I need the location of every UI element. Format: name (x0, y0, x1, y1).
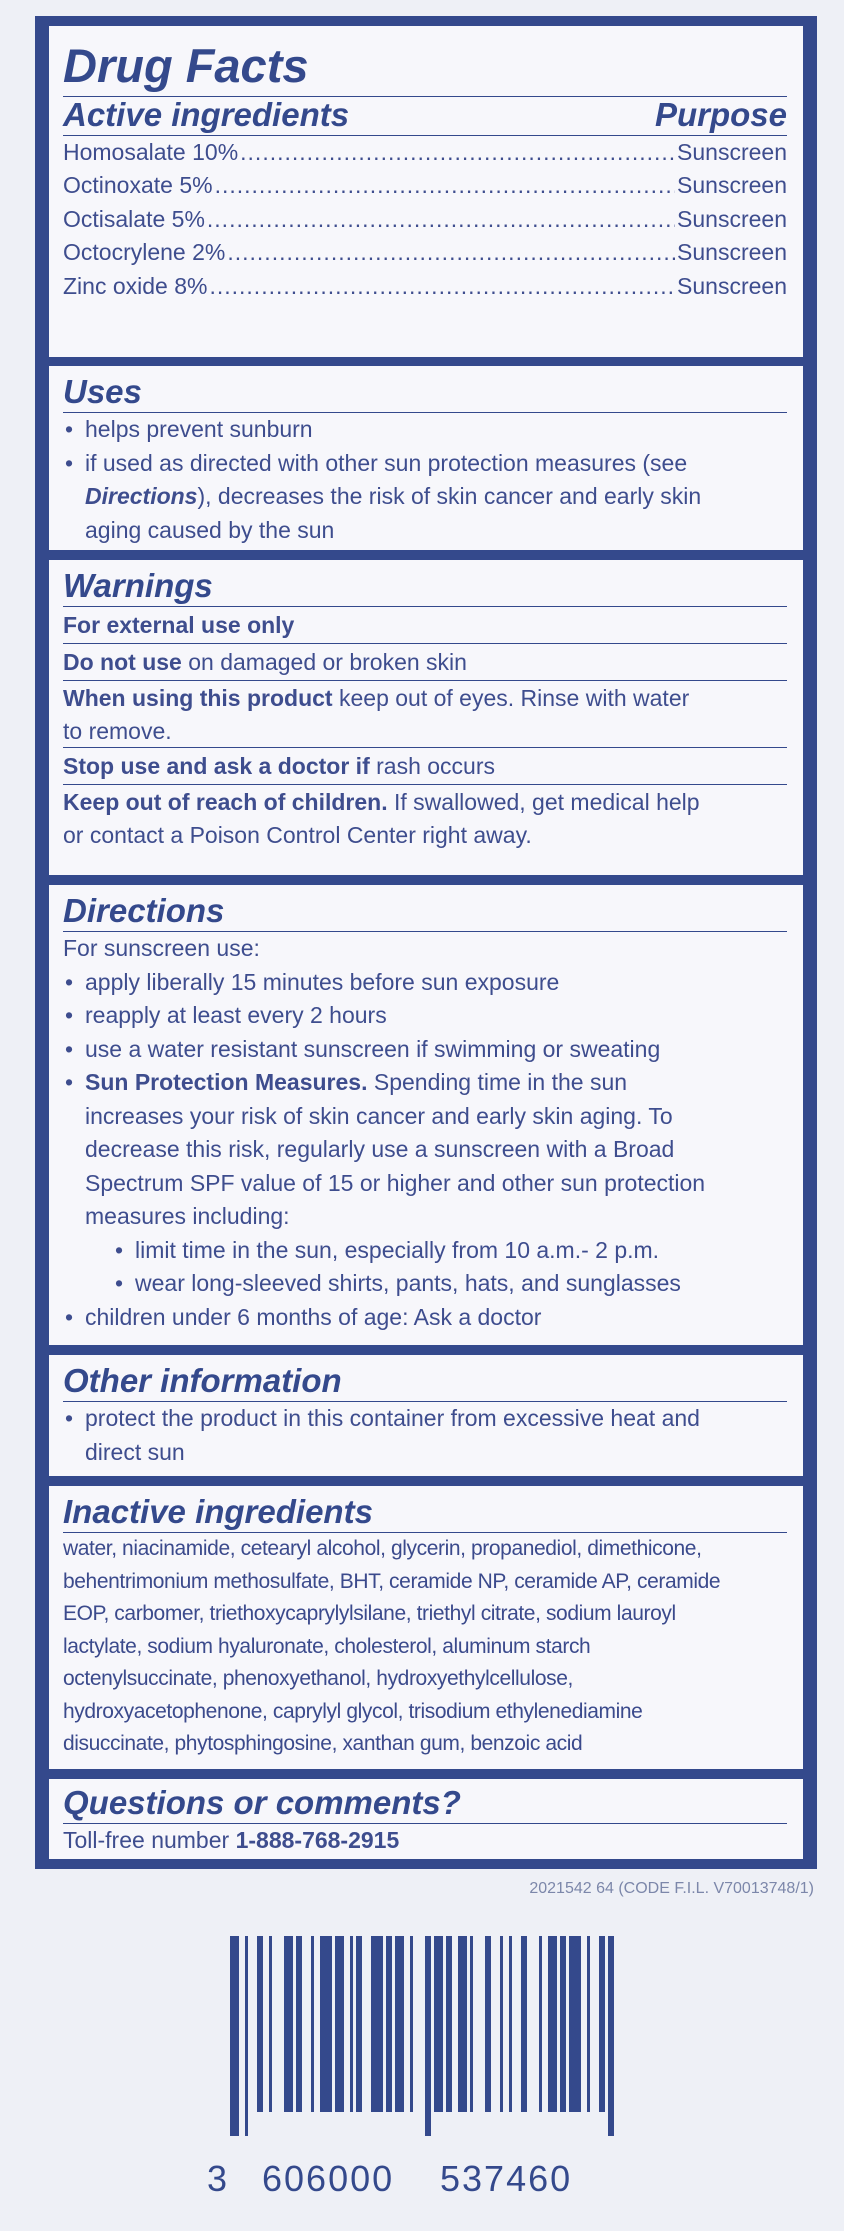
barcode-digits-right: 537460 (440, 2158, 573, 2199)
barcode-bar (470, 1936, 473, 2112)
ingredient-row: Homosalate 10% ..... Sunscreen (63, 136, 787, 170)
barcode-bar (425, 1936, 431, 2136)
directions-item-cont: increases your risk of skin cancer and early skin aging. To (85, 1102, 673, 1129)
warning-keep-out: Keep out of reach of children. If swallowed, get medical help (63, 789, 700, 816)
directions-heading: Directions (63, 892, 225, 929)
ingredient-row: Zinc oxide 8% ..... Sunscreen (63, 270, 787, 304)
directions-item: • use a water resistant sunscreen if swimming or sweating (63, 1033, 787, 1067)
active-ingredients-heading: Active ingredients (63, 95, 350, 133)
other-information-section (49, 1355, 803, 1476)
ingredient-row: Octisalate 5% ..... Sunscreen (63, 203, 787, 237)
barcode-digit-first: 3 (207, 2158, 228, 2199)
other-information-item: • protect the product in this container from excessive heat and (63, 1402, 787, 1436)
other-information-cont: direct sun (85, 1438, 185, 1465)
barcode-digits-left: 606000 (262, 2158, 395, 2199)
barcode-bar (356, 1936, 362, 2112)
warnings-heading: Warnings (63, 567, 213, 604)
barcode-bar (350, 1936, 353, 2112)
directions-item-cont: Spectrum SPF value of 15 or higher and other sun protection (85, 1169, 706, 1196)
directions-item: • children under 6 months of age: Ask a doctor (63, 1301, 787, 1335)
barcode-bar (446, 1936, 452, 2112)
warning-external: For external use only (63, 612, 295, 639)
barcode-bar (485, 1936, 491, 2112)
barcode-bar (434, 1936, 443, 2112)
barcode-bar (311, 1936, 314, 2112)
other-information-heading: Other information (63, 1362, 342, 1399)
barcode-bar (599, 1936, 605, 2112)
warning-stop-use: Stop use and ask a doctor if rash occurs (63, 753, 495, 780)
uses-section (49, 366, 803, 550)
drug-facts-title: Drug Facts (63, 39, 309, 92)
barcode-bar (569, 1936, 581, 2112)
purpose-heading: Purpose (654, 95, 787, 133)
barcode-bar (230, 1936, 239, 2136)
questions-heading: Questions or comments? (63, 1784, 461, 1821)
toll-free-number: Toll-free number 1-888-768-2915 (63, 1827, 400, 1854)
barcode-bar (521, 1936, 527, 2112)
directions-intro: For sunscreen use: (63, 935, 260, 962)
directions-item: • Sun Protection Measures. Spending time in the sun (63, 1066, 787, 1100)
barcode-bar (458, 1936, 467, 2112)
barcode (230, 1936, 614, 2136)
barcode-bar (587, 1936, 590, 2112)
warnings-section (49, 560, 803, 875)
product-code: 2021542 64 (CODE F.I.L. V70013748/1) (529, 1880, 814, 1897)
warning-when-using-cont: to remove. (63, 718, 172, 745)
barcode-bar (320, 1936, 332, 2112)
barcode-bar (371, 1936, 383, 2112)
uses-item: • helps prevent sunburn (63, 413, 787, 447)
barcode-bar (548, 1936, 557, 2112)
directions-item: • reapply at least every 2 hours (63, 999, 787, 1033)
ingredient-row: Octocrylene 2% ..... Sunscreen (63, 236, 787, 270)
inactive-ingredients-heading: Inactive ingredients (63, 1493, 373, 1530)
warning-when-using: When using this product keep out of eyes. Rinse with water (63, 685, 690, 712)
directions-subitem: • wear long-sleeved shirts, pants, hats, and sunglasses (63, 1267, 787, 1301)
barcode-bar (245, 1936, 248, 2136)
directions-item: • apply liberally 15 minutes before sun exposure (63, 966, 787, 1000)
directions-item-cont: measures including: (85, 1203, 290, 1230)
warning-do-not-use: Do not use on damaged or broken skin (63, 649, 467, 676)
inactive-ingredients-section (49, 1486, 803, 1769)
barcode-bar (284, 1936, 293, 2112)
active-ingredients-section (49, 26, 803, 357)
questions-section (49, 1779, 803, 1859)
barcode-bar (560, 1936, 566, 2112)
directions-subitem: • limit time in the sun, especially from 10 a.m.- 2 p.m. (63, 1234, 787, 1268)
barcode-bar (386, 1936, 392, 2112)
directions-section (49, 885, 803, 1345)
barcode-bar (410, 1936, 413, 2112)
barcode-bar (608, 1936, 614, 2136)
warning-keep-out-cont: or contact a Poison Control Center right away. (63, 822, 532, 849)
directions-item-cont: decrease this risk, regularly use a sunscreen with a Broad (85, 1136, 675, 1163)
ingredient-row: Octinoxate 5% ..... Sunscreen (63, 169, 787, 203)
inactive-ingredients-text: water, niacinamide, cetearyl alcohol, glycerin, propanediol, dimethicone, behentrimonium methosulfate, BHT, ceramide NP, ceramide AP, ceramide EOP, carbomer, triethoxycaprylylsilane, triethyl citrate, sodium lauroyl lactylate, sodium hyaluronate, cholesterol, aluminum starch octenylsuccinate, phenoxyethanol, hydroxyethylcellulose, hydroxyacetophenone, caprylyl glycol, trisodium ethylenediamine disuccinate, phytosphingosine, xanthan gum, benzoic acid (63, 1537, 721, 1756)
barcode-bar (296, 1936, 302, 2112)
barcode-bar (395, 1936, 404, 2112)
uses-item-cont: aging caused by the sun (85, 516, 335, 543)
uses-item-cont: Directions), decreases the risk of skin cancer and early skin (85, 483, 702, 510)
barcode-bar (257, 1936, 263, 2112)
uses-item: • if used as directed with other sun protection measures (see (63, 447, 787, 481)
barcode-bar (500, 1936, 503, 2112)
barcode-bar (539, 1936, 542, 2112)
drug-facts-panel (35, 16, 817, 1869)
barcode-bar (335, 1936, 344, 2112)
barcode-bar (269, 1936, 272, 2112)
barcode-bar (509, 1936, 512, 2112)
uses-heading: Uses (63, 373, 142, 410)
